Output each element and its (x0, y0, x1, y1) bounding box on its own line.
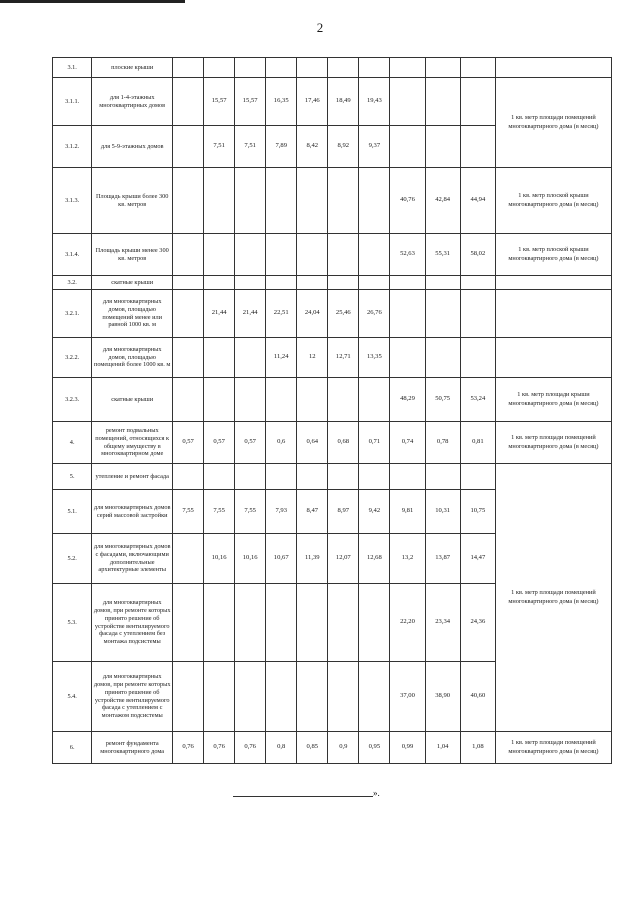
value-cell (204, 276, 235, 290)
row-number: 6. (53, 732, 92, 764)
value-cell (235, 58, 266, 78)
unit-cell-empty (495, 338, 611, 378)
row-name: утепление и ремонт фасада (92, 464, 173, 490)
value-cell (173, 58, 204, 78)
value-cell: 12,07 (328, 534, 359, 584)
value-cell (460, 78, 495, 126)
value-cell (328, 276, 359, 290)
value-cell: 12 (297, 338, 328, 378)
table-row (53, 276, 612, 290)
value-cell (204, 464, 235, 490)
value-cell (235, 378, 266, 422)
unit-cell: 1 кв. метр площади помещений многоквартирного дома (в месяц) (495, 422, 611, 464)
value-cell: 42,84 (425, 168, 460, 234)
value-cell (359, 584, 390, 662)
value-cell: 38,90 (425, 662, 460, 732)
value-cell: 0,8 (266, 732, 297, 764)
value-cell (266, 584, 297, 662)
value-cell (235, 662, 266, 732)
row-name: Площадь крыши более 300 кв. метров (92, 168, 173, 234)
value-cell: 0,57 (173, 422, 204, 464)
value-cell: 10,16 (204, 534, 235, 584)
unit-cell: 1 кв. метр площади помещений многоквартирного дома (в месяц) (495, 732, 611, 764)
value-cell: 15,57 (204, 78, 235, 126)
value-cell (359, 234, 390, 276)
unit-cell-empty (495, 58, 611, 78)
value-cell: 22,51 (266, 290, 297, 338)
value-cell (297, 662, 328, 732)
value-cell: 0,6 (266, 422, 297, 464)
value-cell: 8,47 (297, 490, 328, 534)
value-cell (359, 662, 390, 732)
value-cell (173, 126, 204, 168)
value-cell (235, 584, 266, 662)
row-name: плоские крыши (92, 58, 173, 78)
value-cell (328, 378, 359, 422)
value-cell: 40,60 (460, 662, 495, 732)
value-cell (266, 168, 297, 234)
value-cell: 11,39 (297, 534, 328, 584)
value-cell: 10,67 (266, 534, 297, 584)
unit-cell-empty (495, 276, 611, 290)
row-name: скатные крыши (92, 276, 173, 290)
value-cell: 0,76 (235, 732, 266, 764)
row-number: 3.2.1. (53, 290, 92, 338)
value-cell: 16,35 (266, 78, 297, 126)
value-cell: 7,51 (204, 126, 235, 168)
row-number: 3.2.3. (53, 378, 92, 422)
value-cell (297, 378, 328, 422)
value-cell: 17,46 (297, 78, 328, 126)
value-cell: 9,37 (359, 126, 390, 168)
value-cell: 0,68 (328, 422, 359, 464)
value-cell: 58,02 (460, 234, 495, 276)
row-name: ремонт фундамента многоквартирного дома (92, 732, 173, 764)
value-cell (204, 234, 235, 276)
value-cell (235, 338, 266, 378)
table-row (53, 464, 612, 490)
value-cell: 1,08 (460, 732, 495, 764)
value-cell: 7,55 (235, 490, 266, 534)
row-number: 5.2. (53, 534, 92, 584)
value-cell (425, 276, 460, 290)
value-cell: 0,57 (204, 422, 235, 464)
value-cell (173, 234, 204, 276)
value-cell: 15,57 (235, 78, 266, 126)
value-cell: 53,24 (460, 378, 495, 422)
value-cell: 24,04 (297, 290, 328, 338)
value-cell: 14,47 (460, 534, 495, 584)
page-number: 2 (316, 20, 324, 35)
value-cell: 0,85 (297, 732, 328, 764)
footer-mark: ». (373, 788, 380, 798)
value-cell (460, 126, 495, 168)
row-number: 5. (53, 464, 92, 490)
value-cell (204, 168, 235, 234)
value-cell: 25,46 (328, 290, 359, 338)
value-cell (235, 168, 266, 234)
row-number: 5.3. (53, 584, 92, 662)
value-cell: 8,92 (328, 126, 359, 168)
value-cell: 13,35 (359, 338, 390, 378)
value-cell: 9,81 (390, 490, 425, 534)
table-row (53, 234, 612, 276)
value-cell (297, 464, 328, 490)
value-cell: 0,57 (235, 422, 266, 464)
value-cell: 37,00 (390, 662, 425, 732)
unit-cell: 1 кв. метр площади помещений многоквартирного дома (в месяц) (495, 78, 611, 168)
value-cell: 40,76 (390, 168, 425, 234)
value-cell: 10,75 (460, 490, 495, 534)
value-cell (235, 234, 266, 276)
value-cell: 12,71 (328, 338, 359, 378)
table-row (53, 78, 612, 126)
value-cell: 0,95 (359, 732, 390, 764)
value-cell (425, 338, 460, 378)
footer-signature-line (233, 790, 373, 797)
value-cell: 19,43 (359, 78, 390, 126)
value-cell (266, 276, 297, 290)
value-cell: 22,20 (390, 584, 425, 662)
row-number: 4. (53, 422, 92, 464)
value-cell (173, 338, 204, 378)
value-cell (266, 464, 297, 490)
value-cell: 0,81 (460, 422, 495, 464)
value-cell (328, 584, 359, 662)
table-row (53, 378, 612, 422)
row-name: для многоквартирных домов с фасадами, включающими дополнительные архитектурные элементы (92, 534, 173, 584)
row-name: для многоквартирных домов серий массовой застройки (92, 490, 173, 534)
row-name: для 1-4-этажных многоквартирных домов (92, 78, 173, 126)
value-cell (173, 584, 204, 662)
value-cell: 23,34 (425, 584, 460, 662)
value-cell (173, 662, 204, 732)
value-cell: 7,51 (235, 126, 266, 168)
value-cell: 55,31 (425, 234, 460, 276)
row-number: 5.4. (53, 662, 92, 732)
value-cell: 7,93 (266, 490, 297, 534)
value-cell (235, 464, 266, 490)
value-cell (390, 276, 425, 290)
value-cell (266, 58, 297, 78)
value-cell: 13,2 (390, 534, 425, 584)
value-cell: 21,44 (204, 290, 235, 338)
value-cell: 24,36 (460, 584, 495, 662)
value-cell: 11,24 (266, 338, 297, 378)
row-name: Площадь крыши менее 300 кв. метров (92, 234, 173, 276)
value-cell (266, 662, 297, 732)
value-cell: 7,55 (173, 490, 204, 534)
row-number: 3.1. (53, 58, 92, 78)
value-cell (204, 378, 235, 422)
value-cell: 10,31 (425, 490, 460, 534)
value-cell: 0,9 (328, 732, 359, 764)
row-number: 3.1.1. (53, 78, 92, 126)
unit-cell: 1 кв. метр плоской крыши многоквартирного дома (в месяц) (495, 168, 611, 234)
value-cell: 9,42 (359, 490, 390, 534)
value-cell: 0,74 (390, 422, 425, 464)
row-name: для многоквартирных домов, площадью помещений менее или равной 1000 кв. м (92, 290, 173, 338)
value-cell (328, 168, 359, 234)
value-cell (173, 534, 204, 584)
value-cell (359, 276, 390, 290)
value-cell: 8,42 (297, 126, 328, 168)
value-cell (173, 378, 204, 422)
value-cell (297, 168, 328, 234)
value-cell (390, 78, 425, 126)
row-name: для 5-9-этажных домов (92, 126, 173, 168)
value-cell (266, 234, 297, 276)
row-number: 3.1.4. (53, 234, 92, 276)
table-row (53, 422, 612, 464)
value-cell (359, 464, 390, 490)
value-cell (204, 58, 235, 78)
value-cell (425, 290, 460, 338)
value-cell (297, 584, 328, 662)
value-cell (297, 58, 328, 78)
value-cell: 52,63 (390, 234, 425, 276)
row-name: для многоквартирных домов, площадью помещений более 1000 кв. м (92, 338, 173, 378)
value-cell (235, 276, 266, 290)
value-cell (297, 234, 328, 276)
value-cell (425, 78, 460, 126)
value-cell: 13,87 (425, 534, 460, 584)
table-row (53, 58, 612, 78)
value-cell (460, 276, 495, 290)
unit-cell: 1 кв. метр площади крыши многоквартирного дома (в месяц) (495, 378, 611, 422)
value-cell (359, 58, 390, 78)
value-cell: 26,76 (359, 290, 390, 338)
value-cell (328, 464, 359, 490)
value-cell (425, 464, 460, 490)
value-cell: 0,64 (297, 422, 328, 464)
value-cell (390, 126, 425, 168)
value-cell (173, 290, 204, 338)
tariff-table (52, 57, 612, 764)
top-rule (0, 0, 185, 3)
value-cell (460, 290, 495, 338)
value-cell (328, 58, 359, 78)
row-number: 5.1. (53, 490, 92, 534)
value-cell (425, 58, 460, 78)
value-cell (328, 662, 359, 732)
unit-cell-empty (495, 290, 611, 338)
value-cell (460, 464, 495, 490)
value-cell (460, 58, 495, 78)
value-cell: 18,49 (328, 78, 359, 126)
value-cell (328, 234, 359, 276)
value-cell (266, 378, 297, 422)
value-cell (204, 338, 235, 378)
value-cell: 1,04 (425, 732, 460, 764)
value-cell: 48,29 (390, 378, 425, 422)
value-cell: 7,89 (266, 126, 297, 168)
value-cell (173, 276, 204, 290)
value-cell (425, 126, 460, 168)
value-cell: 0,76 (173, 732, 204, 764)
value-cell: 0,76 (204, 732, 235, 764)
value-cell (173, 78, 204, 126)
value-cell: 44,94 (460, 168, 495, 234)
value-cell: 8,97 (328, 490, 359, 534)
value-cell (390, 464, 425, 490)
table-row (53, 168, 612, 234)
row-name: для многоквартирных домов, при ремонте которых принято решение об устройстве вентилируемого фасада с утеплением без монтажа подсистемы (92, 584, 173, 662)
row-name: скатные крыши (92, 378, 173, 422)
value-cell (173, 168, 204, 234)
table-row (53, 732, 612, 764)
value-cell (390, 290, 425, 338)
row-name: ремонт подвальных помещений, относящихся к общему имуществу в многоквартирном доме (92, 422, 173, 464)
value-cell (359, 168, 390, 234)
value-cell (297, 276, 328, 290)
value-cell: 10,16 (235, 534, 266, 584)
value-cell (204, 584, 235, 662)
row-number: 3.2. (53, 276, 92, 290)
row-name: для многоквартирных домов, при ремонте которых принято решение об устройстве вентилируемого фасада с утеплением с монтажом подсистемы (92, 662, 173, 732)
value-cell: 50,75 (425, 378, 460, 422)
value-cell: 12,68 (359, 534, 390, 584)
unit-cell: 1 кв. метр плоской крыши многоквартирного дома (в месяц) (495, 234, 611, 276)
row-number: 3.1.2. (53, 126, 92, 168)
value-cell (173, 464, 204, 490)
value-cell: 7,55 (204, 490, 235, 534)
row-number: 3.2.2. (53, 338, 92, 378)
value-cell (204, 662, 235, 732)
row-number: 3.1.3. (53, 168, 92, 234)
value-cell (359, 378, 390, 422)
value-cell: 0,71 (359, 422, 390, 464)
table-row (53, 290, 612, 338)
value-cell: 0,78 (425, 422, 460, 464)
value-cell (460, 338, 495, 378)
value-cell (390, 58, 425, 78)
table-row (53, 338, 612, 378)
value-cell: 0,99 (390, 732, 425, 764)
value-cell (390, 338, 425, 378)
value-cell: 21,44 (235, 290, 266, 338)
unit-cell: 1 кв. метр площади помещений многоквартирного дома (в месяц) (495, 464, 611, 732)
